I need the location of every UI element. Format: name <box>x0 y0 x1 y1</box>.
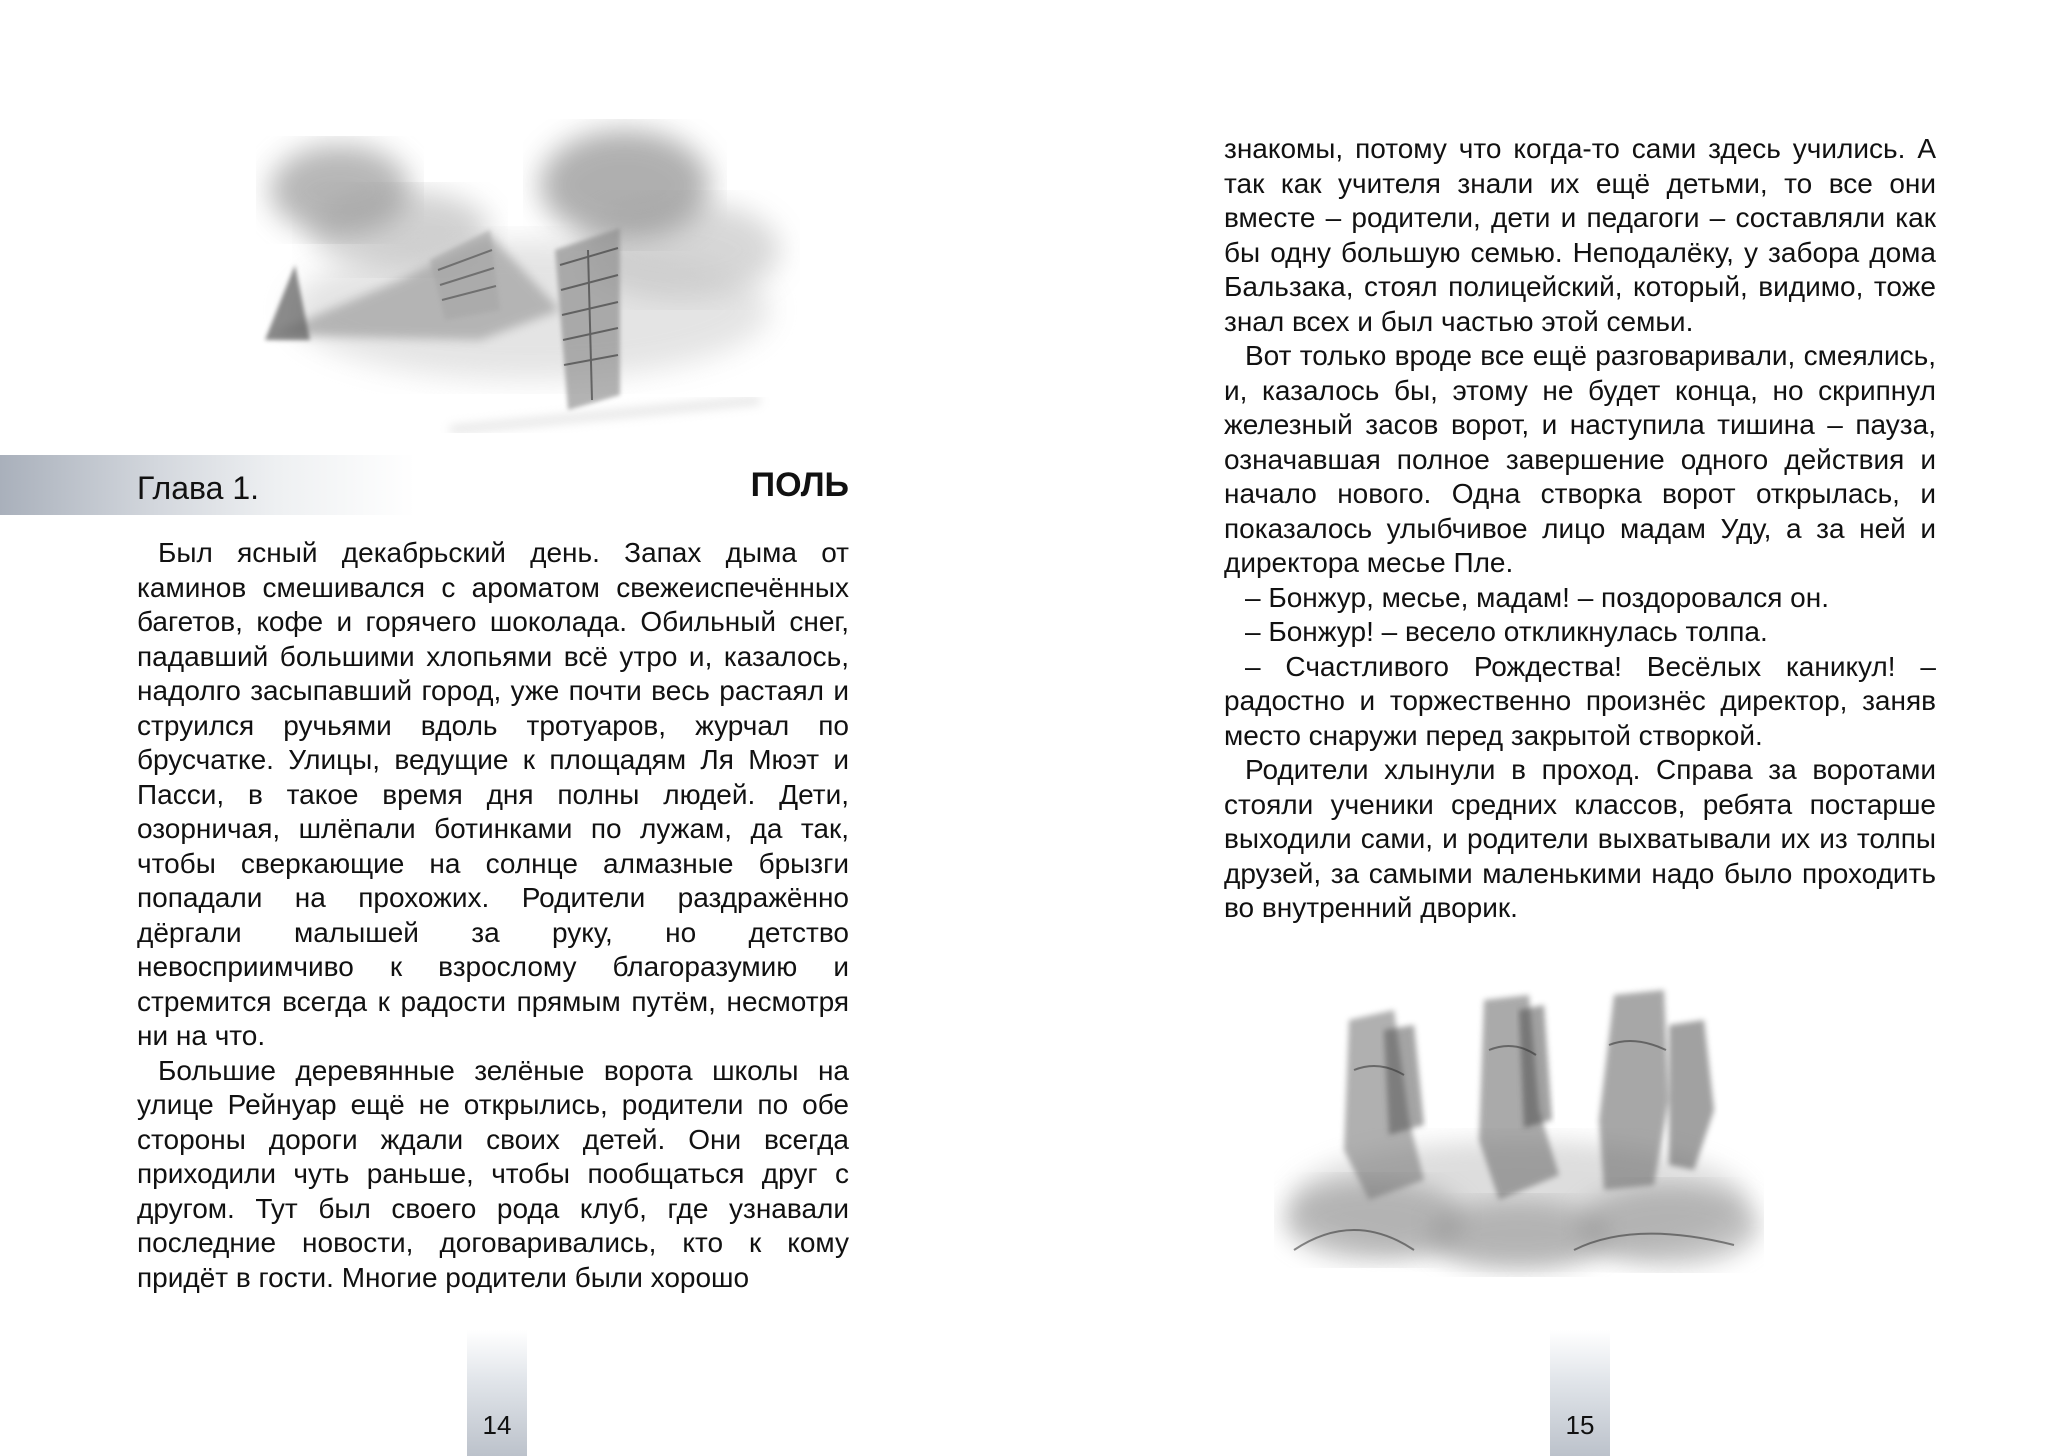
sketch-illustration-boots-icon <box>1274 950 1764 1280</box>
left-page-text <box>137 536 849 1295</box>
chapter-number: Глава 1. <box>137 470 260 506</box>
page-number: 14 <box>482 1410 512 1440</box>
paragraph: знакомы, потому что когда-то сами здесь учились. А так как учителя знали их ещё детьми, то все они вместе – родители, дети и педагоги – составляли как бы одну большую семью. Неподалёку, у забора дома Бальзака, стоял полицейский, который, видимо, тоже знал всех и был частью этой семьи. <box>1224 133 1936 337</box>
paragraph: – Счастливого Рождества! Весёлых каникул! – радостно и торжественно произнёс директор, заняв место снаружи перед закрытой створкой. <box>1224 650 1936 751</box>
right-page-text <box>1224 132 1936 926</box>
sketch-illustration-chimneys-icon <box>200 110 840 440</box>
paragraph: – Бонжур! – весело откликнулась толпа. <box>1245 616 1768 647</box>
chapter-title: ПОЛЬ <box>750 466 849 504</box>
chapter-header-bar <box>0 455 865 515</box>
paragraph: Вот только вроде все ещё разговаривали, смеялись, и, казалось бы, этому не будет конца, но скрипнул железный засов ворот, и наступила тишина – пауза, означавшая полное завершение одного действия и начало нового. Одна створка ворот открылась, и показалось улыбчивое лицо мадам Уду, а за ней и директора месье Пле. <box>1224 340 1936 578</box>
paragraph: Родители хлынули в проход. Справа за воротами стояли ученики средних классов, ребята постарше выходили сами, и родители выхватывали их из толпы друзей, за самыми маленькими надо было проходить во внутренний дворик. <box>1224 754 1936 923</box>
paragraph: Был ясный декабрьский день. Запах дыма от каминов смешивался с ароматом свежеиспечённых багетов, кофе и горячего шоколада. Обильный снег, падавший большими хлопьями всё утро и, казалось, надолго засыпавший город, уже почти весь растаял и струился ручьями вдоль тротуаров, журчал по брусчатке. Улицы, ведущие к площадям Ля Мюэт и Пасси, в такое время дня полны людей. Дети, озорничая, шлёпали ботинками по лужам, да так, чтобы сверкающие на солнце алмазные брызги попадали на прохожих. Родители раздражённо дёргали малышей за руку, но детство невосприимчиво к взрослому благоразумию и стремится всегда к радости прямым путём, несмотря ни на что. <box>137 537 849 1051</box>
paragraph: – Бонжур, месье, мадам! – поздоровался он. <box>1245 581 1829 613</box>
right-page <box>1029 0 2058 1456</box>
paragraph: Большие деревянные зелёные ворота школы на улице Рейнуар ещё не открылись, родители по обе стороны дороги ждали своих детей. Они всегда приходили чуть раньше, чтобы пообщаться друг с другом. Тут был своего рода клуб, где узнавали последние новости, договаривались, кто к кому придёт в гости. Многие родители были хорошо <box>137 1054 849 1293</box>
page-number: 15 <box>1565 1410 1595 1440</box>
